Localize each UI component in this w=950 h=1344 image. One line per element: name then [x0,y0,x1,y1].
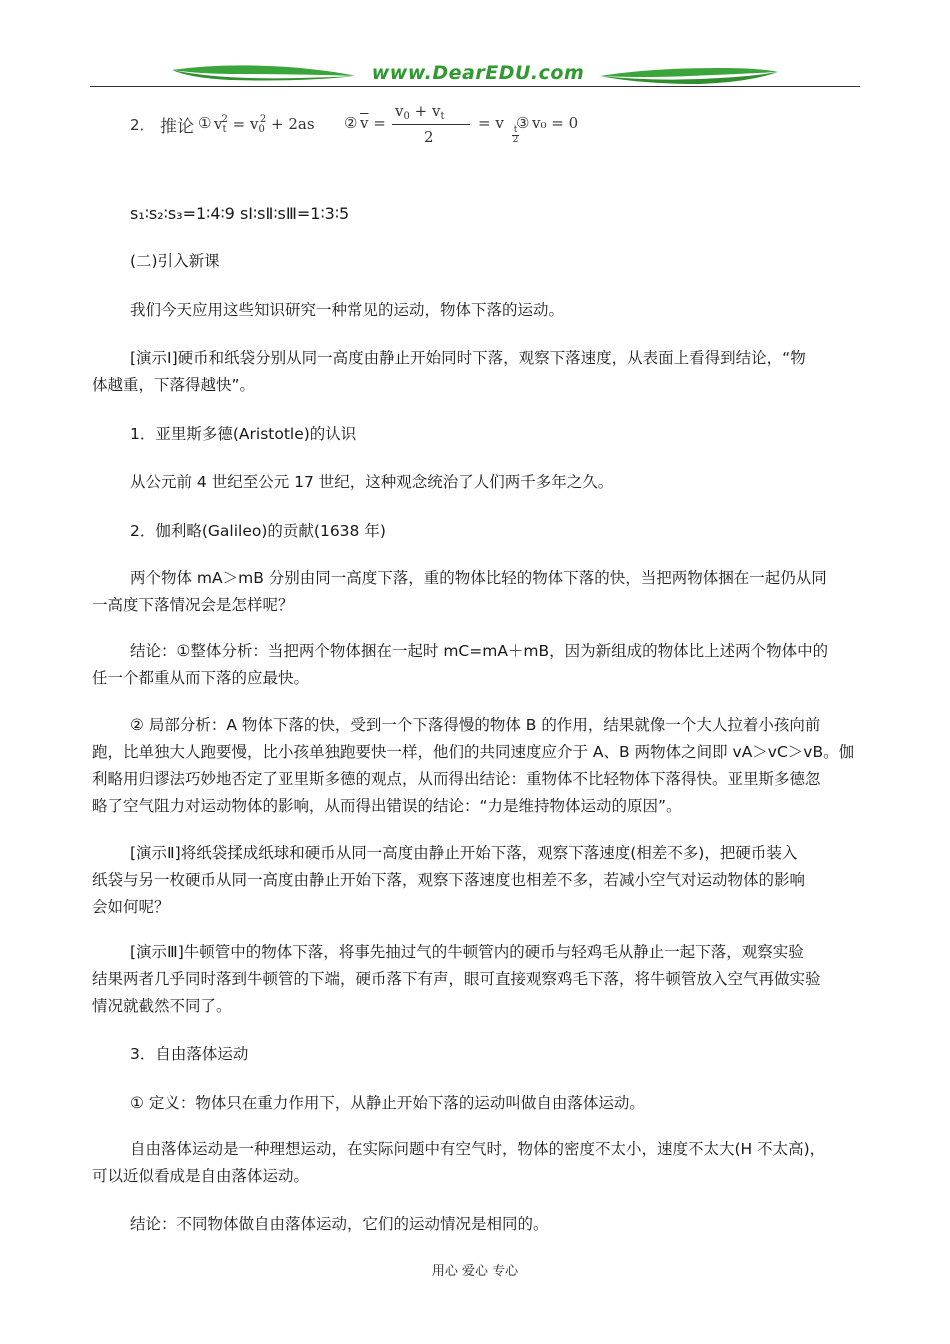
fraction-bar [392,124,470,125]
formula-label: 推论 [160,117,194,137]
conclusion-local-line-4: 略了空气阻力对运动物体的影响，从而得出错误的结论：“力是维持物体运动的原因”。 [92,797,682,815]
conclusion-local-line-2: 跑，比单独大人跑要慢，比小孩单独跑要快一样，他们的共同速度应介于 A、B 两物体之间即 vA＞vC＞vB。伽 [92,743,855,761]
paragraph-aristotle: 从公元前 4 世纪至公元 17 世纪，这种观念统治了人们两千多年之久。 [130,473,614,491]
paragraph-two-objects [92,565,862,619]
header-rule [90,86,860,87]
paragraph-definition: ① 定义：物体只在重力作用下，从静止开始下落的运动叫做自由落体运动。 [130,1094,645,1112]
ideal-motion-line-1: 自由落体运动是一种理想运动，在实际问题中有空气时，物体的密度不太小，速度不太大(H 不太高)， [130,1140,826,1158]
formula-2-numerator: $v_0 + v_t$ [395,102,445,122]
ratio-line: s₁∶s₂∶s₃=1∶4∶9 sⅠ∶sⅡ∶sⅢ=1∶3∶5 [130,204,350,223]
formula-2-lhs: $\overline{v}$ = [360,114,386,132]
ideal-motion-line-2: 可以近似看成是自由落体运动。 [92,1167,310,1185]
demo-2-line-3: 会如何呢？ [92,898,170,916]
demo-3-line-1: [演示Ⅲ]牛顿管中的物体下落，将事先抽过气的牛顿管内的硬币与轻鸡毛从静止一起下落，观察实验 [130,943,804,961]
formula-3: v₀ = 0 [532,114,579,132]
paragraph-intro: 我们今天应用这些知识研究一种常见的运动，物体下落的运动。 [130,301,565,319]
demo-2-line-1: [演示Ⅱ]将纸袋揉成纸球和硬币从同一高度由静止开始下落，观察下落速度(相差不多)，把硬币装入 [130,844,798,862]
formula-line [130,100,630,160]
demo-1-line-2: 体越重，下落得越快”。 [92,376,256,394]
paragraph-demo-3 [92,939,862,1020]
heading-aristotle: 1．亚里斯多德(Aristotle)的认识 [130,425,357,443]
conclusion-local-line-1: ② 局部分析：A 物体下落的快，受到一个下落得慢的物体 B 的作用，结果就像一个大人拉着小孩向前 [130,716,821,734]
formula-1: $v_t^2 = v_0^2 + 2as$ [214,114,315,135]
formula-marker-1: ① [198,114,212,132]
section-title: (二)引入新课 [130,252,220,270]
demo-2-line-2: 纸袋与另一枚硬币从同一高度由静止开始下落，观察下落速度也相差不多，若减小空气对运动物体的影响 [92,871,806,889]
conclusion-whole-line-1: 结论：①整体分析：当把两个物体捆在一起时 mC=mA＋mB，因为新组成的物体比上述两个物体中的 [130,642,829,660]
formula-2-subscript: t 2 [512,125,519,145]
heading-free-fall: 3．自由落体运动 [130,1045,249,1063]
formula-marker-3: ③ [516,114,530,132]
demo-3-line-2: 结果两者几乎同时落到牛顿管的下端，硬币落下有声，眼可直接观察鸡毛下落，将牛顿管放入空气再做实验 [92,970,821,988]
paragraph-final-conclusion: 结论：不同物体做自由落体运动，它们的运动情况是相同的。 [130,1215,549,1233]
two-objects-line-2: 一高度下落情况会是怎样呢？ [92,596,294,614]
conclusion-whole-line-2: 任一个都重从而下落的应最快。 [92,669,310,687]
conclusion-local-line-3: 利略用归谬法巧妙地否定了亚里斯多德的观点，从而得出结论：重物体不比轻物体下落得快。亚里斯多德忽 [92,770,821,788]
formula-marker-2: ② [344,114,358,132]
formula-number: 2． [130,116,155,134]
paragraph-conclusion-whole [92,638,862,692]
demo-3-line-3: 情况就截然不同了。 [92,997,232,1015]
paragraph-conclusion-local [92,712,862,820]
paragraph-demo-1 [92,345,862,399]
paragraph-demo-2 [92,840,862,921]
two-objects-line-1: 两个物体 mA＞mB 分别由同一高度下落，重的物体比轻的物体下落的快，当把两物体捆在一起仍从同 [130,569,827,587]
formula-2-rhs: = v [478,114,504,132]
paragraph-ideal-motion [92,1136,862,1190]
page-footer: 用心 爱心 专心 [431,1264,519,1279]
heading-galileo: 2．伽利略(Galileo)的贡献(1638 年) [130,522,386,540]
demo-1-line-1: [演示Ⅰ]硬币和纸袋分别从同一高度由静止开始同时下落，观察下落速度，从表面上看得到结论，“物 [130,349,806,367]
site-logo-text[interactable]: www.DearEDU.com [371,62,585,84]
formula-2-denominator: 2 [424,128,434,146]
